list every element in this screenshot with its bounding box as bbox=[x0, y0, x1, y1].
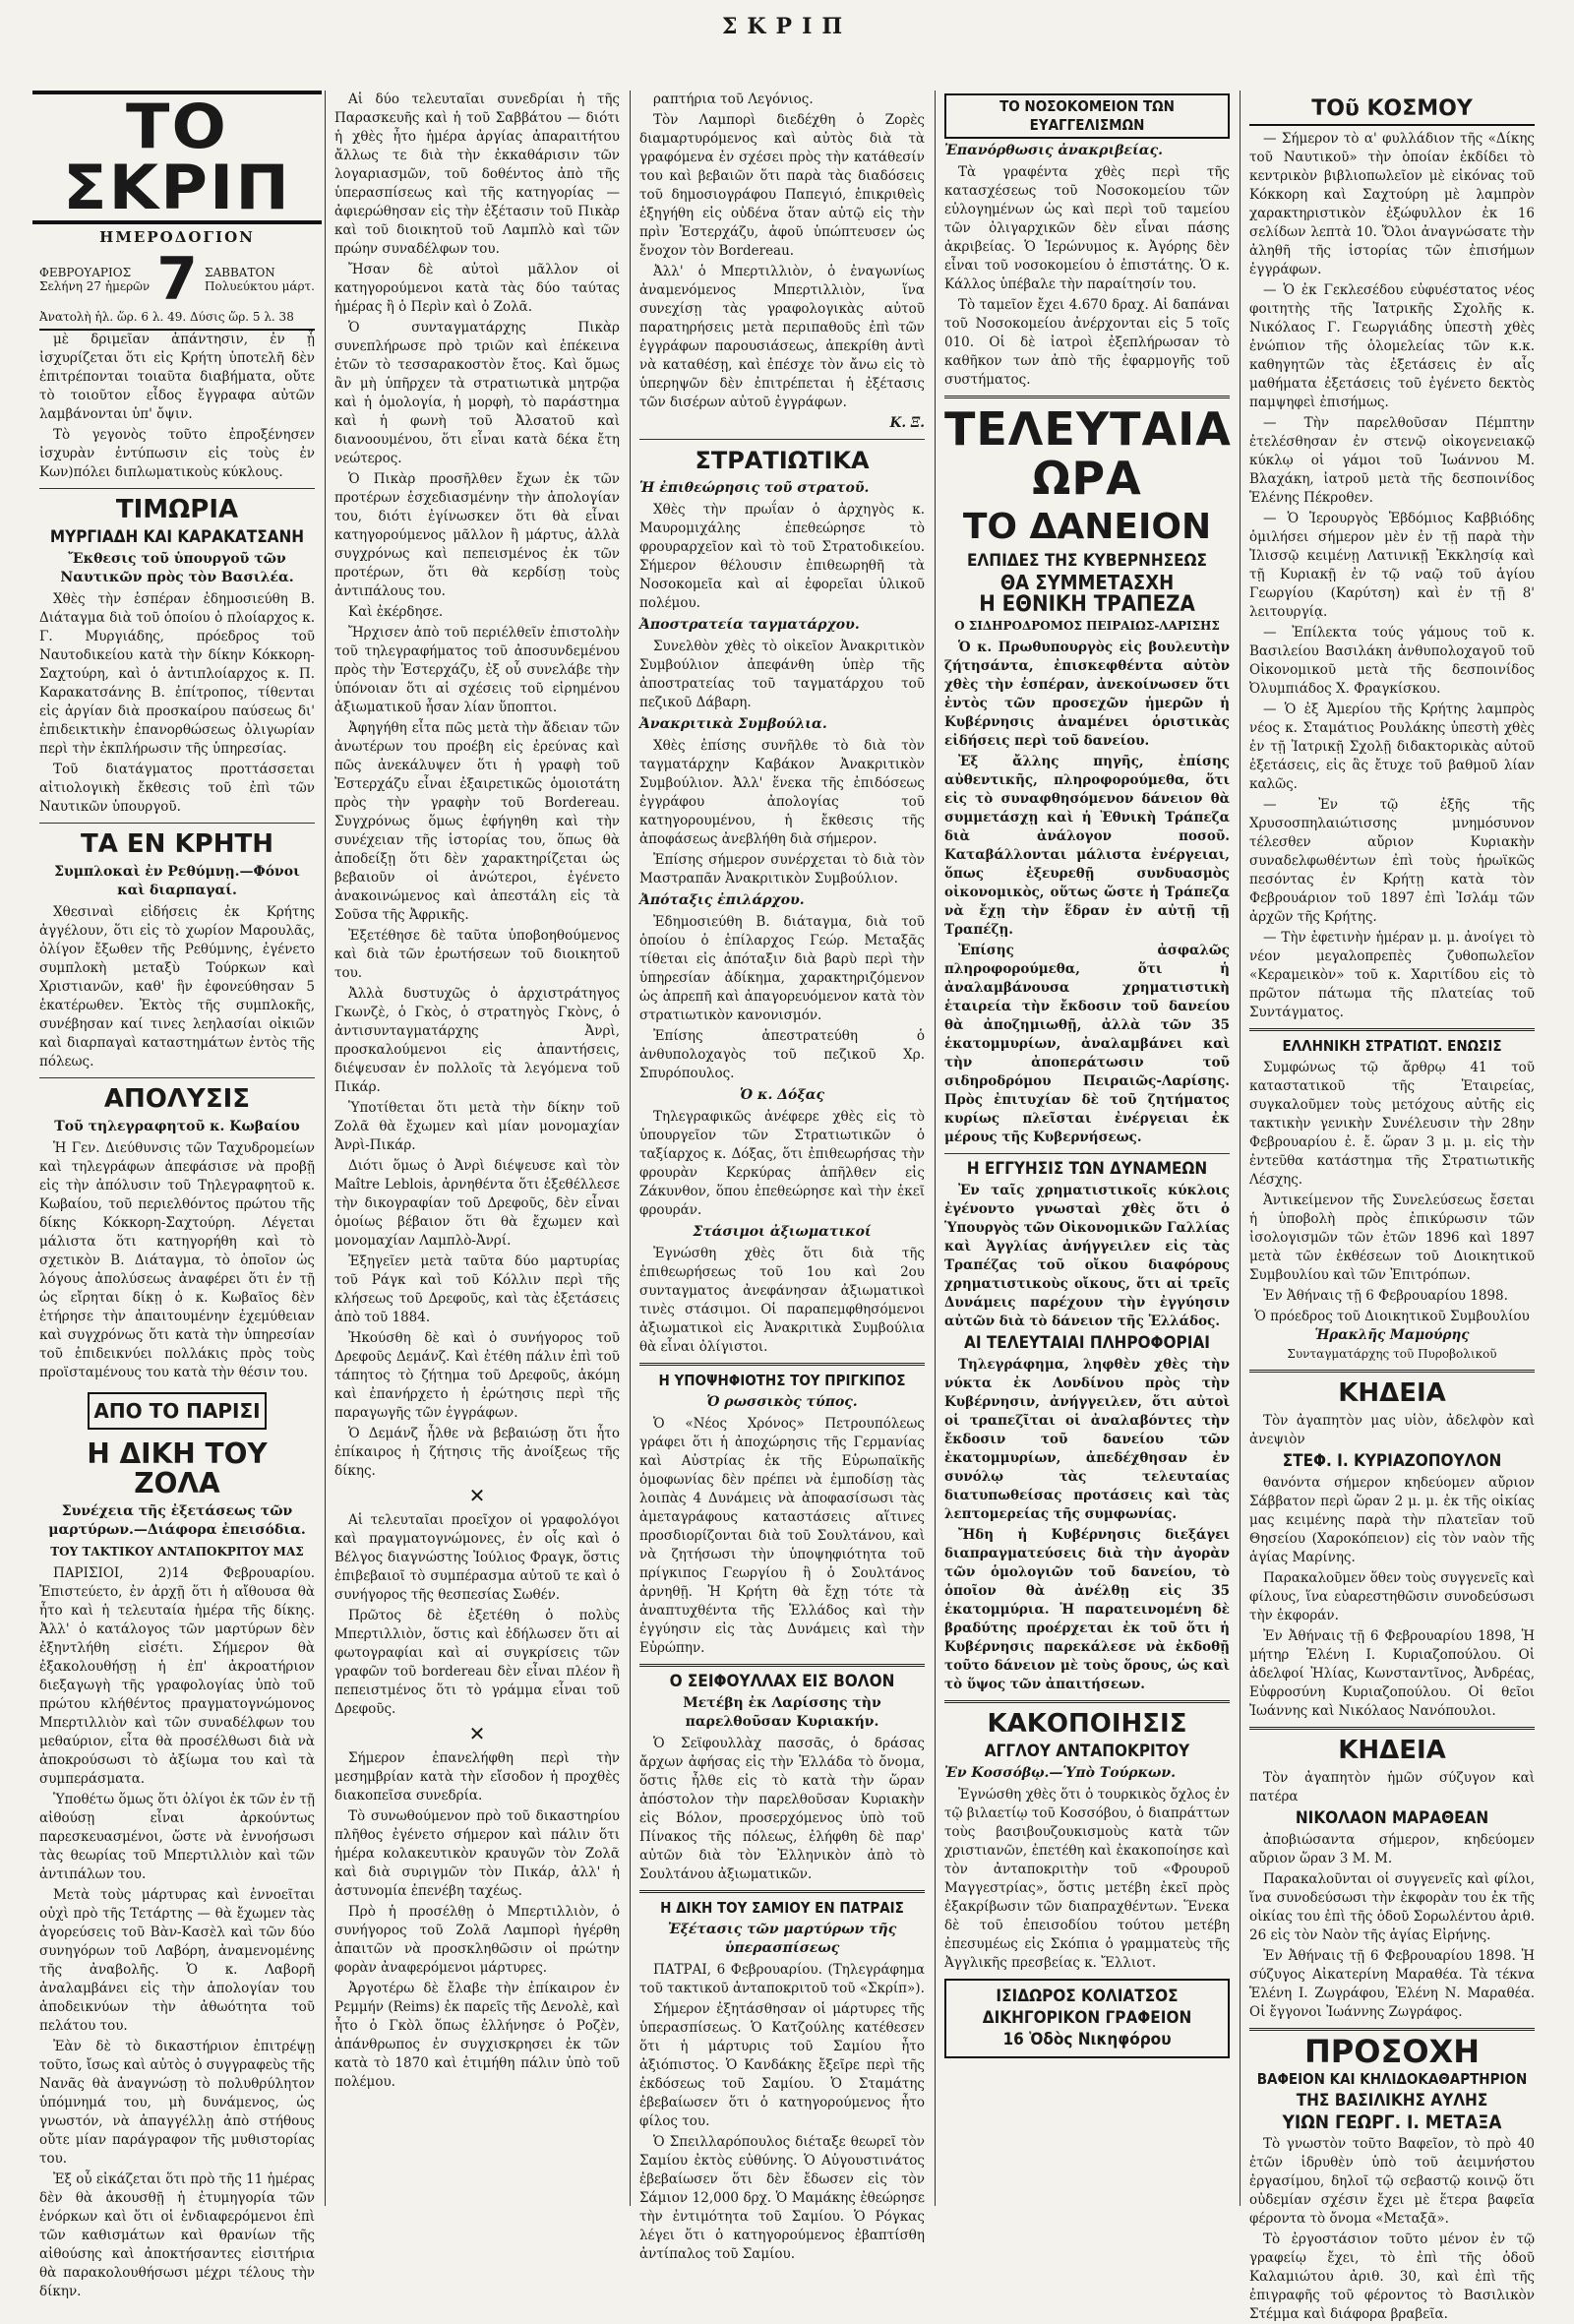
article-strat-4: Ἐδημοσιεύθη Β. διάταγμα, διὰ τοῦ ὁποίου ὁ ἐπίλαρχος Γεώρ. Μεταξᾶς τίθεται εἰς ἀπόταξιν διὰ βαρὺ περὶ τὴν ὑπηρεσίαν ἀδίκημα, χαρακτηριζόμενον ὡς ἀπρεπῆ καὶ ἀπαγορευόμενον κατὰ τὸν στρατιωτικὸν κανονισμόν. bbox=[639, 914, 925, 1023]
article-zola-cont-4: Ὁ Πικὰρ προσῆλθεν ἔχων ἐκ τῶν προτέρων ἐσχεδιασμένην τὴν ἀπολογίαν του, διότι ἐγίνωσκεν ὅτι θὰ εἶναι κατηγορούμενος μᾶλλον ἢ μάρτυς, ἀλλὰ συγχρόνως καὶ πεπεισμένος ἐκ τῶν προτέρων, ὅτι θὰ κερδίσῃ τοὺς ἀντιπάλους του. bbox=[334, 471, 620, 599]
headline-eggyisis: Η ΕΓΓΥΗΣΙΣ ΤΩΝ ΔΥΝΑΜΕΩΝ bbox=[966, 1159, 1208, 1179]
headline-stratiotika: ΣΤΡΑΤΙΩΤΙΚΑ bbox=[695, 447, 870, 474]
article-strat-3b: Ἐπίσης σήμερον συνέρχεται τὸ διὰ τὸν Μαστραπᾶν Ἀνακριτικὸν Συμβούλιον. bbox=[639, 852, 925, 887]
notice-enosis-1: Συμφώνως τῷ ἄρθρῳ 41 τοῦ καταστατικοῦ τῆς Ἑταιρείας, συγκαλοῦμεν τοὺς μετόχους αὐτῆς εἰς τακτικὴν γενικὴν Συνέλευσιν τὴν 28ην Φεβρουαρίου ἐ. ἔ. ὥραν 3 μ. μ. εἰς τὴν ἐντεῦθα κατάστημα τῆς Στρατιωτικῆς Λέσχης. bbox=[1249, 1060, 1535, 1188]
article-zola-4: Ἐὰν δὲ τὸ δικαστήριον ἐπιτρέψῃ τοῦτο, ἴσως καὶ αὐτὸς ὁ συγγραφεὺς τῆς Νανᾶς θὰ ἀναγνώσῃ τὸ πολυθρύλητον ὑπόμνημά του, μὴ δυνάμενος, ὡς γνωστόν, νὰ ἀπαγγέλλῃ ἀπὸ στήθους οὔτε μίαν παράγραφον τῆς μυθιστορίας του. bbox=[39, 2039, 315, 2167]
headline-timoria: ΤΙΜΩΡΙΑ bbox=[115, 495, 239, 524]
column-5 bbox=[1249, 91, 1535, 2322]
ad-vafeion-text-2: Τὸ ἐργοστάσιον τοῦτο μένον ἐν τῷ γραφείῳ ἔχει, τὸ ἐπὶ τῆς ὁδοῦ Καλαμιώτου ἀριθ. 30, καὶ ἐπὶ τῆς ἐπιγραφῆς τοῦ φέροντος τὸ Βασιλικὸν Στέμμα καὶ διάφορα βραβεῖα. bbox=[1249, 2232, 1535, 2322]
article-strat-3: Χθὲς ἐπίσης συνῆλθε τὸ διὰ τὸν ταγματάρχην Καβάκον Ἀνακριτικὸν Συμβούλιον. Ἀλλ' ἕνεκα τῆς ἐπιδόσεως ἐγγράφου ἀπολογίας τοῦ κατηγορουμένου, ἡ ἔκθεσις τῆς ἀποφάσεως ἀνεβλήθη διὰ σήμερον. bbox=[639, 738, 925, 847]
divider bbox=[1249, 1370, 1535, 1373]
article-seifoullah: Ὁ Σεϊφουλλὰχ πασσᾶς, ὁ δράσας ἄρχων ἀφήσας εἰς τὴν Ἑλλάδα τὸ ὄνομα, ὅστις ἦλθε εἰς τὸ κατὰ τὴν ὥραν ἀπόστολον τὴν παρελθοῦσαν Κυριακὴν εἰς Βόλον, προσερχόμενος ὑπὸ τοῦ Πίνακος τῆς πόλεως, ἐλήφθη δὲ παρ' αὐτῶν διὰ τὸν Ἑλληνικὸν ἀπὸ τὸ Σουλτάνου ἀξιωματικῶν. bbox=[639, 1736, 925, 1882]
article-zola-cont-2: Ἤσαν δὲ αὐτοὶ μᾶλλον οἱ κατηγορούμενοι κατὰ τὰς δύο ταύτας ἡμέρας ἢ ὁ Περὶν καὶ ὁ Ζολᾶ. bbox=[334, 262, 620, 315]
article-zola-cont-3: Ὁ συνταγματάρχης Πικὰρ συνεπλήρωσε πρὸ τριῶν καὶ ἐπέκεινα ἐτῶν τὸ τεσσαρακοστὸν ἔτος. Καὶ ὅμως ἂν μὴ ὑπῆρχεν τὰ στρατιωτικὰ μητρῷα καὶ ἡ ὁμολογία, ἡ μορφὴ, τὸ παράστημα καὶ ἡ φωνὴ τοῦ Ἀλσατοῦ καὶ διανοουμένου, ὅτι εἶναι κατὰ δέκα ἔτη νεώτερος. bbox=[334, 320, 620, 466]
article-strat-5: Τηλεγραφικῶς ἀνέφερε χθὲς εἰς τὸ ὑπουργεῖον τῶν Στρατιωτικῶν ὁ ταξίαρχος κ. Δόξας, ὅτι ἐπιθεωρήσας τὴν φρουρὰν Κερκύρας ἀπῆλθεν εἰς Ζάκυνθον, ὅπου ἐπεθεώρησε καὶ τὴν ἐκεῖ φρουράν. bbox=[639, 1109, 925, 1218]
divider bbox=[639, 1664, 925, 1667]
article-teleftaiai-2: Ἤδη ἡ Κυβέρνησις διεξάγει διαπραγματεύσεις διὰ τὴν ἀγορὰν τῶν ὁμολογιῶν τοῦ δανείου, τὸ ὁποῖον θὰ ἀνέλθῃ εἰς 35 ἑκατομμύρια. Ἡ παρατεινομένη δὲ βραδύτης προέρχεται ἐκ τοῦ ὅτι ἡ Κυβέρνησις παρεκάλεσε νὰ ἐκδοθῇ τοῦτο δάνειον μὲ τοὺς ὅρους, ὡς καὶ τὸ ὕψος τῶν ἀπαιτήσεων. bbox=[944, 1527, 1230, 1692]
article-zola-cont-20: Ἀργοτέρω δὲ ἔλαβε τὴν ἐπίκαιρον ἐν Ρεμμήν (Reims) ἐκ παρεῖς τῆς Δενολὲ, καὶ ἦτο ὁ Γκὸλ ὅπως ἑλλήνησε ὁ Ροζὲν, ἀπάνθρωπος ἐν συγχισκρησει ἐκ τῶν κατὰ τὸ 1870 καὶ ἐτιμήθη πάλιν ὑπὸ τοῦ πολέμου. bbox=[334, 1981, 620, 2090]
article-strat-6: Ἐγνώσθη χθὲς ὅτι διὰ τῆς ἐπιθεωρήσεως τοῦ 1ου καὶ 2ου συνταγματος ἀνεφάνησαν ἀξιωματικοὶ τινὲς στάσιμοι. Οἱ παραπεμφθησόμενοι ἀξιωματικοὶ εἰς Ἀνακριτικὰ Συμβούλια θὰ εἶναι ὀλίγιστοι. bbox=[639, 1246, 925, 1355]
headline-kideia-1: ΚΗΔΕΙΑ bbox=[1338, 1378, 1446, 1408]
notice-enosis-4: Ὁ πρόεδρος τοῦ Διοικητικοῦ Συμβουλίου bbox=[1254, 1309, 1530, 1324]
divider bbox=[639, 1890, 925, 1893]
article-zola-cont-19: Πρὸ ἡ προσέλθῃ ὁ Μπερτιλλιὸν, ὁ συνήγορος τοῦ Ζολᾶ Λαμπορὶ ἠγέρθη ἀπαιτῶν νὰ προσκληθῶσιν οἱ πρώτην φορὰν ἀναφερόμενοι μάρτυρες. bbox=[334, 1904, 620, 1976]
article-zola-cont-15: Αἱ τελευταῖαι προεῖχον οἱ γραφολόγοι καὶ πραγματογνώμονες, ἐν οἷς καὶ ὁ Βέλγος διαγνώστης Ἰούλιος Φραγκ, ὅστις ἐπιβεβαιοῖ τὸ συμπέρασμα αὐτοῦ τε καὶ ὁ συνήγορος τῆς θεσπεσίας Σωθέν. bbox=[334, 1512, 620, 1603]
subheadline-nosokomeion: Ἐπανόρθωσις ἀνακριβείας. bbox=[944, 143, 1163, 158]
article-kakopoiisis: Ἐγνώσθη χθὲς ὅτι ὁ τουρκικὸς ὄχλος ἐν τῷ βιλαετίῳ τοῦ Κοσσόβου, ὁ διαπράττων τοὺς βασιβουζουκισμοὺς κατὰ τῶν χριστιανῶν, ἐπετέθη καὶ ἐκακοποίησε καὶ τὸν ἀνταποκριτὴν τοῦ «Φρουροῦ Μαγγεστρίας», ὅστις μετέβη ἐκεῖ πρὸς ἐξακρίβωσιν τῶν διαπραχθέντων. Ἕνεκα δὲ τοῦ ἐπεισοδίου τούτου μετέβη ἐπεσυμέως εἰς Σκόπια ὁ γραμματεὺς τῆς Ἀγγλικῆς πρεσβείας κ. Ἔλλιοτ. bbox=[944, 1787, 1230, 1971]
advertisement-koliatsos bbox=[944, 1979, 1230, 2058]
article-daneion-1: Ὁ κ. Πρωθυπουργὸς εἰς βουλευτὴν ζήτησάντα, ἐπισκεφθέντα αὐτὸν χθὲς τὴν ἑσπέραν, ἀνεκοίνωσεν ὅτι ἐντὸς τῶν προσεχῶν ἡμερῶν ἡ Κυβέρνησις ἀναμένει ὁριστικὰς εἰδήσεις περὶ τοῦ δανείου. bbox=[944, 640, 1230, 749]
article-prigkipos: Ὁ «Νέος Χρόνος» Πετρουπόλεως γράφει ὅτι ἡ ἀποχώρησις τῆς Γερμανίας καὶ Αὐστρίας ἐκ τῆς Εὐρωπαϊκῆς ὁμοφωνίας δὲν πρέπει νὰ ἐμποδίσῃ τὰς λοιπὰς 4 Δυνάμεις νὰ ἀποφασίσωσι τὰς ἀμεταγράφους καταστάσεις αἵτινες προσδιορίζονται διὰ τοῦ Σουλτάνου, καὶ νὰ ζητήσωσι τὴν ὑποψηφιότητα τοῦ πρίγκιπος Γεωργίου ἢ ὁ Σουλτάνος ἀρνηθῇ. Ἡ Κρήτη θὰ ἔχῃ τότε τὰ ἀναπτυχθέντα τῆς Ἑλλάδος καὶ τὴν ἐγγύησιν εἰς τὰς Δυνάμεις καὶ τὴν Εὐρώπην. bbox=[639, 1416, 925, 1656]
headline-daneion: ΤΟ ΔΑΝΕΙΟΝ bbox=[962, 507, 1212, 547]
ad-vafeion-3: ΥΙΩΝ ΓΕΩΡΓ. Ι. ΜΕΤΑΞΑ bbox=[1282, 2111, 1502, 2133]
funeral-1-name: ΣΤΕΦ. Ι. ΚΥΡΙΑΖΟΠΟΥΛΟΝ bbox=[1282, 1451, 1502, 1471]
notice-enosis-3: Ἐν Ἀθήναις τῇ 6 Φεβρουαρίου 1898. bbox=[1263, 1288, 1508, 1304]
divider bbox=[1249, 1727, 1535, 1730]
article-zola-cont-1: Αἱ δύο τελευταῖαι συνεδρίαι ἡ τῆς Παρασκευῆς καὶ ἡ τοῦ Σαββάτου — διότι ἡ χθὲς ἦτο ἡμέρα ἀργίας ἀπαραιτήτου ἄλλως τε διὰ τὴν ἐκκαθάρισιν τῶν λογαριασμῶν, τοῦ δοθέντος ἀπὸ τῆς ὑπερασπίσεως καὶ τῆς κατηγορίας — ἀφιερώθησαν εἰς τὴν ἐξέτασιν τοῦ Πικὰρ καὶ τοῦ διοικητοῦ τοῦ Λαμπλὸ καὶ τῶν πρώην συναδέλφων του. bbox=[334, 92, 620, 257]
article-nosokomeion-2: Τὸ ταμεῖον ἔχει 4.670 δραχ. Αἱ δαπάναι τοῦ Νοσοκομείου ἀνέρχονται εἰς 5 τοῖς 010. Οἱ δὲ ἰατροὶ ἐξεπλήρωσαν τὸ καθῆκον των ἀπὸ τῆς ἐφαρμογῆς τοῦ συστήματος. bbox=[944, 297, 1230, 388]
date-month: ΦΕΒΡΟΥΑΡΙΟΣ bbox=[39, 266, 132, 279]
subheadline-strat-3: Ἀνακριτικὰ Συμβούλια. bbox=[639, 716, 827, 732]
subheadline-seifoullah: Μετέβη ἐκ Λαρίσσης τὴν παρελθοῦσαν Κυριακήν. bbox=[683, 1695, 881, 1730]
funeral-2-intro: Τὸν ἀγαπητὸν ἡμῶν σύζυγον καὶ πατέρα bbox=[1249, 1770, 1535, 1804]
headline-zola: Η ΔΙΚΗ ΤΟΥ ΖΟΛΑ bbox=[87, 1437, 268, 1499]
divider bbox=[944, 1700, 1230, 1703]
headline-kideia-2: ΚΗΔΕΙΑ bbox=[1338, 1736, 1446, 1765]
date-weekday: ΣΑΒΒΑΤΟΝ bbox=[205, 266, 275, 279]
article-daneion-3: Ἐπίσης ἀσφαλῶς πληροφορούμεθα, ὅτι ἡ ἀναλαμβάνουσα χρηματιστικὴ ἑταιρεία τὴν ἔκδοσιν τοῦ δανείου θὰ ἀποζημιωθῇ, ἀλλὰ τῶν 35 ἑκατομμυρίων, ἀναλαμβάνει καὶ τὴν ἀποπεράτωσιν τοῦ σιδηροδρόμου Πειραιῶς-Λαρίσης. Πρὸς ἐπιτυχίαν δὲ τοῦ ζητήματος κυρίως πλεῖσται ἐνέργειαι ἐκ μέρους τῆς Κυβερνήσεως. bbox=[944, 943, 1230, 1145]
notice-enosis-2: Ἀντικείμενον τῆς Συνελεύσεως ἔσεται ἡ ὑποβολὴ πρὸς ἐπικύρωσιν τῶν ἰσολογισμῶν τῶν ἐτῶν 1896 καὶ 1897 μετὰ τῶν ἐκθέσεων τοῦ Διοικητικοῦ Συμβουλίου καὶ τῶν Ἐπιτρόπων. bbox=[1249, 1193, 1535, 1283]
subheadline-krete: Συμπλοκαὶ ἐν Ρεθύμνῃ.—Φόνοι καὶ διαρπαγαί. bbox=[54, 864, 300, 898]
social-item-3: — Τὴν παρελθοῦσαν Πέμπτην ἐτελέσθησαν ἐν στενῷ οἰκογενειακῷ κύκλῳ οἱ γάμοι τοῦ Ἰωάννου Μ. Βλαχάκη, ἰατροῦ μετὰ τῆς δεσποινίδος Ἑλένης Πέκροθεν. bbox=[1249, 415, 1535, 506]
subheadline-strat-5: Ὁ κ. Δόξας bbox=[740, 1087, 824, 1103]
article-daneion-2: Ἐξ ἄλλης πηγῆς, ἐπίσης αὐθεντικῆς, πληροφορούμεθα, ὅτι εἰς τὸ συναφθησόμενον δάνειον θὰ συμμετάσχῃ καὶ ἡ Ἐθνικὴ Τράπεζα διὰ ἀνάλογον ποσοῦ. Καταβάλλονται μάλιστα ἐνέργειαι, ὅπως ἐξευρεθῇ συνδυασμὸς οἰκονομικὸς, οὕτως ὥστε ἡ Τράπεζα νὰ ἔχῃ τὴν ἕδραν ἐν αὐτῇ τῇ Τραπέζῃ. bbox=[944, 754, 1230, 938]
divider bbox=[639, 1363, 925, 1366]
headline-elpides: ΕΛΠΙΔΕΣ ΤΗΣ ΚΥΒΕΡΝΗΣΕΩΣ bbox=[966, 551, 1208, 571]
article-zola-cont-7: Ἀφηγήθη εἶτα πῶς μετὰ τὴν ἄδειαν τῶν ἀνωτέρων του προέβη εἰς ἐρεύνας καὶ πῶς ἀνεκάλυψεν ὅτι ἡ γραφὴ τοῦ Ἐστερχάζυ εἶναι ἐξαιρετικῶς ὁμοιοτάτη πρὸς τὴν γραφὴν τοῦ Bordereau. Συγχρόνως ὅμως ἐφήγηθη καὶ τὴν συνέχειαν τῆς ἱστορίας του, ὅπως θὰ ἀποδείξῃ ὅτι δὲν χαρακτηρίζεται ὡς βεβαιοῦν οἱ ἀνώτεροι, ἐγένετο ἀνακοινώμενος καὶ ἀπεστάλη εἰς τὰ Σοῦσα τῆς Ἀφρικῆς. bbox=[334, 720, 620, 923]
column-rule bbox=[935, 91, 936, 2206]
headline-teleftaia-ora: ΤΕΛΕΥΤΑΙΑ ΩΡΑ bbox=[944, 402, 1232, 505]
article-zola-2: Ὑποθέτω ὅμως ὅτι ὀλίγοι ἐκ τῶν ἐν τῇ αἰθούσῃ εἶναι ἀρκούντως παρεσκευασμένοι, ὥστε νὰ ἐννοήσωσι τὰς θεωρίας τοῦ Μπερτιλλιὸν καὶ τῶν ἀντιπάλων του. bbox=[39, 1792, 315, 1882]
article-zola-cont-12: Ἐξηγεῖεν μετὰ ταῦτα δύο μαρτυρίας τοῦ Ράγκ καὶ τοῦ Κόλλιν περὶ τῆς κλήσεως τοῦ Δρεφοῦς, καὶ τὰς ἐξετάσεις ἀπὸ τοῦ 1884. bbox=[334, 1254, 620, 1325]
article-zola-cont-11: Διότι ὅμως ὁ Ἀνρὶ διέψευσε καὶ τὸν Maître Leblois, ἀρνηθέντα ὅτι ἐξεθέλλεσε τὴν δικογραφίαν τοῦ Δρεφοῦς, δὲν εἶναι ὁμοίως βέβαιον ὅτι θὰ ἔχωμεν καὶ μονομαχίαν Λαμπλὸ-Ἀνρί. bbox=[334, 1158, 620, 1249]
headline-ethniki-trapeza: Η ΕΘΝΙΚΗ ΤΡΑΠΕΖΑ bbox=[979, 592, 1195, 617]
column-3 bbox=[639, 91, 925, 2262]
divider bbox=[39, 823, 315, 824]
funeral-2-text-2: Παρακαλοῦνται οἱ συγγενεῖς καὶ φίλοι, ἵνα συνοδεύσωσι τὴν ἐκφορὰν του ἐκ τῆς οἰκίας του ἐπὶ τῆς ὁδοῦ Σορωλέντου ἀριθ. 26 εἰς τὸν Ναὸν τῆς ἁγίας Εἰρήνης. bbox=[1249, 1871, 1535, 1943]
article-samiou-3: Ὁ Σπειλλαρόπουλος διέταξε θεωρεῖ τὸν Σαμίου ἐκτὸς εὐθύνης. Ὁ Αὐγουστινάτος ἐβεβαίωσεν ὅτι δὲν ἔδωσεν εἰς τὸν Σάμιον 12,000 δρχ. Ὁ Μαμάκης ἐθεώρησε τὴν ἐντιμότητα τοῦ Σαμίου. Ὁ Ρόγκας λέγει ὅτι ὁ κατηγορούμενος ἐβαπτίσθη ἀντίπαλος τοῦ Σαμίου. bbox=[639, 2134, 925, 2262]
headline-anglou: ΑΓΓΛΟΥ ΑΝΤΑΠΟΚΡΙΤΟΥ bbox=[984, 1742, 1190, 1761]
dateline bbox=[39, 245, 315, 314]
correspondent-line: ΤΟΥ ΤΑΚΤΙΚΟΥ ΑΝΤΑΠΟΚΡΙΤΟΥ ΜΑΣ bbox=[50, 1545, 304, 1559]
column-rule bbox=[1240, 91, 1241, 2206]
subheadline-strat-4: Ἀπόταξις ἐπιλάρχου. bbox=[639, 892, 805, 908]
article-intro-2: Τὸ γεγονὸς τοῦτο ἐπροξένησεν ἰσχυρὰν ἐντύπωσιν εἰς τοὺς ἐν Κων)πόλει διπλωματικοὺς κύκλους. bbox=[39, 427, 315, 480]
column-rule bbox=[630, 91, 631, 2206]
article-zola-3: Μετὰ τοὺς μάρτυρας καὶ ἐννοεῖται οὐχὶ πρὸ τῆς Τετάρτης — θὰ ἔχωμεν τὰς ἀγορεύσεις τοῦ Βὰν-Κασὲλ καὶ τῶν δύο συνηγόρων τοῦ Λαβόρη, ἀναμενομένης τῆς ἀναβολῆς. Ὁ κ. Λαβορῆ ἀναλαμβάνει εἰς τὴν ἀπολογίαν του ἀποδεικνύων τὴν ἀθωότητα τοῦ πελάτου του. bbox=[39, 1887, 315, 2034]
date-saint: Πολυεύκτου μάρτ. bbox=[205, 279, 315, 293]
article-zola-cont-13: Ἠκούσθη δὲ καὶ ὁ συνήγορος τοῦ Δρεφοῦς Δεμάνζ. Καὶ ἐτέθη πάλιν ἐπὶ τοῦ τάπητος τὸ ζήτημα τοῦ Δρεφοῦς, ἀκόμη καὶ ἐπανήρχετο ἡ ἐρώτησις περὶ τῆς παραγωγῆς τῶν ἐγγράφων. bbox=[334, 1330, 620, 1421]
funeral-2-text: ἀποβιώσαντα σήμερον, κηδεύομεν αὔριον ὥραν 3 Μ. Μ. bbox=[1249, 1832, 1535, 1866]
headline-prosoxi: ΠΡΟΣΟΧΗ bbox=[1304, 2033, 1480, 2070]
ad-office: ΔΙΚΗΓΟΡΙΚΟΝ ΓΡΑΦΕΙΟΝ bbox=[982, 2008, 1192, 2028]
date-number: 7 bbox=[156, 245, 198, 314]
headline-teleftaiai: ΑΙ ΤΕΛΕΥΤΑΙΑΙ ΠΛΗΡΟΦΟΡΙΑΙ bbox=[964, 1333, 1210, 1353]
funeral-1-intro: Τὸν ἀγαπητὸν μας υἱὸν, ἀδελφὸν καὶ ἀνεψιὸν bbox=[1249, 1413, 1535, 1447]
newspaper-page bbox=[39, 14, 1535, 2322]
ad-vafeion-2: ΤΗΣ ΒΑΣΙΛΙΚΗΣ ΑΥΛΗΣ bbox=[1296, 2091, 1488, 2110]
divider bbox=[944, 1153, 1230, 1154]
headline-timoria-names: ΜΥΡΓΙΑΔΗ ΚΑΙ ΚΑΡΑΚΑΤΣΑΝΗ bbox=[49, 527, 305, 547]
article-zola-cont-16: Πρῶτος δὲ ἐξετέθη ὁ πολὺς Μπερτιλλιὸν, ὅστις καὶ ἐδήλωσεν ὅτι αἱ φωτογραφίαι καὶ αἱ συγκρίσεις τῶν γραφῶν τοῦ bordereau δὲν εἶναι πλέον ἢ πεπειστμένος ὅτι τὸ γράμμα εἶναι τοῦ Δρεφοῦς. bbox=[334, 1608, 620, 1717]
article-zola-end-3: Ἀλλ' ὁ Μπερτιλλιὸν, ὁ ἐναγωνίως ἀναμενόμενος Μπερτιλλιὸν, ἵνα συνεχίσῃ τὰς γραφολογικὰς αὐτοῦ παρατηρήσεις μετὰ περιπαθοῦς ἐπὶ τῶν ἐγγράφων παρουσιάσεως, ἀπεκρίθη ἀντὶ νὰ καταθέσῃ, καὶ ἐπέσχε τὸν ἄνω εἰς τὸ ὑπερηψῶν δὲν ἐπιτρέπεται ἡ ἐξέτασις τῶν δισέρων αὐτοῦ ἐγγράφων. bbox=[639, 264, 925, 410]
column-rule bbox=[325, 91, 326, 2206]
article-strat-4b: Ἐπίσης ἀπεστρατεύθη ὁ ἀνθυπολοχαγὸς τοῦ πεζικοῦ Χρ. Σπυρόπουλος. bbox=[639, 1028, 925, 1081]
column-1 bbox=[39, 91, 315, 2299]
article-samiou-1: ΠΑΤΡΑΙ, 6 Φεβρουαρίου. (Τηλεγράφημα τοῦ τακτικοῦ ἀνταποκριτοῦ τοῦ «Σκρίπ»). bbox=[639, 1962, 925, 1996]
article-zola-1: ΠΑΡΙΣΙΟΙ, 2)14 Φεβρουαρίου. Ἐπιστεύετο, ἐν ἀρχῇ ὅτι ἡ αἴθουσα θὰ ἦτο καὶ ἡ τελευταία ἡμέρα τῆς δίκης. Ἀλλ' ὁ κατάλογος τῶν μαρτύρων δὲν ἐξηντλήθη εἰσέτι. Σήμερον θὰ ἐξακολουθήσῃ ἡ ἐπ' ἀκροατήριον διεξαγωγὴ τῆς γραφολογίας ὑπὸ τοῦ πρώτου κλήθέντος πραγματογνώμονος Μπερτιλλιὸν καὶ τῶν συναδέλφων του μεθαύριον, εἶτα θὰ προσέλθωσι διὰ νὰ ἀποκρούσωσι τὸ ἀξίωμα του καὶ τὰ συμπεράσματα. bbox=[39, 1565, 315, 1787]
masthead-subtitle: ΗΜΕΡΟΔΟΓΙΟΝ bbox=[99, 228, 255, 246]
article-krete: Χθεσιναὶ εἰδήσεις ἐκ Κρήτης ἀγγέλουν, ὅτι εἰς τὸ χωρίον Μαρουλᾶς, ὀλίγον ἔξωθεν τῆς Ρεθύμνης, ἐγένετο συμπλοκὴ μεταξὺ Τούρκων καὶ Χριστιανῶν, καθ' ἣν ἐφονεύθησαν 5 ἑκατέρωθεν. Ἐκτὸς τῆς συμπλοκῆς, συνέβησαν καί τινες λεηλασίαι οἰκιῶν καὶ διαρπαγαὶ καταστημάτων ἐντὸς τῆς πόλεως. bbox=[39, 904, 315, 1070]
article-eggyisis: Ἐν ταῖς χρηματιστικοῖς κύκλοις ἐγένοντο γνωσταὶ χθὲς ὅτι ὁ Ὑπουργὸς τῶν Οἰκονομικῶν Γαλλίας καὶ Ἀγγλίας ἀνήγγειλεν εἰς τὰς Τραπέζας τοῦ οἴκου διαφόρους χρηματιστικοὺς οἴκους, ὅτι αἱ τρεῖς Δυνάμεις παρέχουν τὴν ἐγγύησιν αὐτῶν διὰ τὸ δάνειον τῆς Ἑλλάδος. bbox=[944, 1183, 1230, 1329]
article-zola-end-1: ραπτήρια τοῦ Λεγόνιος. bbox=[653, 92, 814, 107]
divider bbox=[1249, 1028, 1535, 1031]
article-zola-cont-14: Ὁ Δεμάνζ ἦλθε νὰ βεβαιώσῃ ὅτι ἦτο ἐπίκαιρος ἡ ζήτησις τῆς ἀνοίξεως τῆς δίκης. bbox=[334, 1426, 620, 1479]
running-head: ΣΚΡΙΠ bbox=[721, 14, 853, 39]
social-item-4: — Ὁ Ἱερουργὸς Ἑβδόμιος Καββιόδης ὁμιλήσει σήμερον μὲν ἐν τῇ παρὰ τὴν Ἰλισσῷ κειμένῃ Λατινικῇ Ἐκκλησίᾳ καὶ τῇ Κυριακῇ ἐν τῷ ναῷ τοῦ ἁγίου Γεωργίου (Καρύτση) καὶ ἐν τῇ 8' λειτουργίᾳ. bbox=[1249, 511, 1535, 620]
subheadline-strat-6: Στάσιμοι ἀξιωματικοί bbox=[693, 1224, 872, 1240]
ad-vafeion: ΒΑΦΕΙΟΝ ΚΑΙ ΚΗΛΙΔΟΚΑΘΑΡΤΗΡΙΟΝ bbox=[1256, 2070, 1528, 2088]
funeral-1-text-2: Παρακαλοῦμεν ὅθεν τοὺς συγγενεῖς καὶ φίλους, ἵνα εὐαρεστηθῶσιν συνοδεύσωσι τὴν ἐκφοράν. bbox=[1249, 1570, 1535, 1623]
funeral-2-signers: Ἐν Ἀθήναις τῇ 6 Φεβρουαρίου 1898. Ἡ σύζυγος Αἰκατερίνη Μαραθέα. Τὰ τέκνα Ἑλένη Ι. Ζωγράφου, Ἑλένη Ν. Μαραθέα. Οἱ ἔγγονοι Ἰωάννης Ζωγράφος. bbox=[1249, 1948, 1535, 2020]
divider bbox=[944, 396, 1230, 398]
signature: Κ. Ξ. bbox=[889, 415, 925, 431]
article-strat-1: Χθὲς τὴν πρωΐαν ὁ ἀρχηγὸς κ. Μαυρομιχάλης ἐπεθεώρησε τὸ φρουραρχεῖον καὶ τὸ τοῦ Στρατοδικείου. Σήμερον θέλουσιν ἐπιθεωρηθῆ τὰ Νοσοκομεῖα καὶ αἱ ἐφορεῖαι ὑλικοῦ πολέμου. bbox=[639, 502, 925, 611]
article-zola-cont-18: Τὸ συνωθούμενον πρὸ τοῦ δικαστηρίου πλῆθος ἐγένετο σήμερον καὶ πάλιν ὅτι ἡμέρα κολακευτικὸν κραυγῶν τὸν Ζολᾶ καὶ διὰ συριγμῶν τὸν Πικάρ, ἀλλ' ἡ ἀστυνομία ἐπενέβη ταχέως. bbox=[334, 1808, 620, 1899]
social-item-6: — Ὁ ἐξ Ἀμερίου τῆς Κρήτης λαμπρὸς νέος κ. Σταμάτιος Ρουλάκης ὑπεστὴ χθὲς ἐν τῇ Ἰατρικῇ Σχολῇ διδακτορικὰς αὐτοῦ ἐξετάσεις, εἰς ἃς ἔτυχε τοῦ βαθμοῦ λίαν καλῶς. bbox=[1249, 702, 1535, 792]
headline-stratiotiki-enosis: ΕΛΛΗΝΙΚΗ ΣΤΡΑΤΙΩΤ. ΕΝΩΣΙΣ bbox=[1282, 1037, 1502, 1055]
subheadline-prigkipos: Ὁ ρωσσικὸς τύπος. bbox=[706, 1394, 858, 1410]
article-zola-cont-6: Ἤρχισεν ἀπὸ τοῦ περιέλθεῖν ἐπιστολὴν τοῦ τηλεγραφήματος τοῦ ἀποσυνδεμένου πρὸς τὴν Ἐστερχάζυ, ἐξ οὗ συνελάβε τὴν ὑπόνοιαν ὅτι αἱ σχέσεις τοῦ εἰρημένου ἀξιωματικοῦ ἦσαν λίαν ὕποπτοι. bbox=[334, 625, 620, 715]
article-zola-cont-17: Σήμερον ἐπανελήφθη περὶ τὴν μεσημβρίαν κατὰ τὴν εἴσοδον ἡ προχθὲς διακοπεῖσα συνεδρία. bbox=[334, 1750, 620, 1804]
sun-times: Ἀνατολὴ ἡλ. ὥρ. 6 λ. 49. Δύσις ὥρ. 5 λ. 38 bbox=[39, 308, 315, 331]
divider bbox=[639, 439, 925, 440]
signature-mamouris: Ἡρακλῆς Μαμούρης bbox=[1314, 1327, 1470, 1343]
social-item-5: — Ἐπίλεκτα τούς γάμους τοῦ κ. Βασιλείου Βασιλάκη ἀνθυπολοχαγοῦ τοῦ Οἰκονομικοῦ μετὰ τῆς δεσποινίδος Ὀλυμπιάδος Χ. Φραγκίσκου. bbox=[1249, 625, 1535, 697]
funeral-2-name: ΝΙΚΟΛΑΟΝ ΜΑΡΑΘΕΑΝ bbox=[1295, 1808, 1489, 1828]
article-samiou-2: Σήμερον ἐξητάσθησαν οἱ μάρτυρες τῆς ὑπερασπίσεως. Ὁ Κατζούλης κατέθεσεν ὅτι ἡ μάρτυρις τοῦ Σαμίου ἦτο ἀξιόπιστος. Ὁ Κανδάκης ἔξεῖρε περὶ τῆς ἐκδόσεως τοῦ Σαμίου. Ὁ Σταμάτης ἐβεβαίωσεν ὅτι ὁ κατηγορούμενος ἦτο φίλος του. bbox=[639, 2001, 925, 2129]
subheadline-strat-1: Ἡ ἐπιθεώρησις τοῦ στρατοῦ. bbox=[639, 480, 870, 496]
article-timoria: Χθὲς τὴν ἑσπέραν ἐδημοσιεύθη Β. Διάταγμα διὰ τοῦ ὁποίου ὁ πλοίαρχος κ. Γ. Μυργιάδης, πρόεδρος τοῦ Ναυτοδικείου κατὰ τὴν δίκην Κόκκορη-Σαχτούρη, καὶ ὁ ἀντιπλοίαρχος κ. Π. Καρακατσάνης Β. ἐπίτροπος, τίθενται εἰς ἀργίαν διὰ προσκαίρου παύσεως δι' ἐπιδεικτικὴν ἐπανορθώσεως ὀλιγωρίαν περὶ τὴν ἐκπλήρωσιν τῆς ὑπηρεσίας. bbox=[39, 591, 315, 757]
column-4 bbox=[944, 91, 1230, 2206]
article-zola-5: Ἐξ οὗ εἰκάζεται ὅτι πρὸ τῆς 11 ἡμέρας δὲν θὰ ἀκουσθῇ ἡ ἐτυμηγορία τῶν ἐνόρκων καὶ ὅτι οἱ ἐνδιαφερόμενοι ἐπὶ τῶν καθισμάτων καὶ θρανίων τῆς αἰθούσης καὶ ἀποκτήσαντες εἰσιτήρια θὰ παρακολουθήσωσι μέχρι τέλους τὴν δίκην. bbox=[39, 2171, 315, 2299]
divider bbox=[39, 488, 315, 489]
article-zola-end-2: Τὸν Λαμπορὶ διεδέχθη ὁ Ζορὲς διαμαρτυρόμενος καὶ αὐτὸς διὰ τὰ γραφόμενα ἐν σχέσει πρὸς τὴν κατάθεσίν του καὶ βεβαιῶν ὅτι παρὰ τὰς διαδόσεις τοῦ δημοσιογράφου Παπεγιό, ἐπικριθεὶς ἐξηγήθη εἰς οὐδένα ὅταν αὐτῷ εἰς τὴν πρὶν Ἐστερχάζυ, ἀφοῦ ὑπώπτευσεν ὡς ἔνοχον τὸν Bordereau. bbox=[639, 112, 925, 259]
headline-symmetasxi: ΘΑ ΣΥΜΜΕΤΑΣΧΗ bbox=[999, 571, 1175, 594]
box-apo-to-parisi: ΑΠΟ ΤΟ ΠΑΡΙΣΙ bbox=[88, 1392, 266, 1430]
headline-prigkipos: Η ΥΠΟΨΗΦΙΟΤΗΣ ΤΟΥ ΠΡΙΓΚΙΠΟΣ bbox=[658, 1372, 906, 1389]
headline-seifoullah: Ο ΣΕΙΦΟΥΛΛΑΧ ΕΙΣ ΒΟΛΟΝ bbox=[669, 1672, 895, 1691]
subheadline-apolysis: Τοῦ τηλεγραφητοῦ κ. Κωβαίου bbox=[54, 1119, 300, 1134]
column-2 bbox=[334, 91, 620, 2206]
divider bbox=[1249, 2028, 1535, 2031]
social-item-7: — Ἐν τῷ ἐξῆς τῆς Χρυσοσπηλαιώτισσης μνημόσυνον τέλεσθεν αὔριον Κυριακὴν συναδελφωθέντων ἐπὶ τοὺς ἡρωϊκῶς πεσόντας ἐν Κρήτῃ κατὰ τὸν Φεβρουάριον τοῦ 1897 ἐπὶ Ἰσλάμ τῶν ἀρχῶν τῆς Κρήτης. bbox=[1249, 797, 1535, 925]
section-separator: ✕ bbox=[468, 1722, 486, 1745]
subheadline-kakopoiisis: Ἐν Κοσσόβῳ.—Ὑπὸ Τούρκων. bbox=[944, 1765, 1176, 1781]
subheadline-strat-2: Ἀποστρατεία ταγματάρχου. bbox=[639, 617, 860, 633]
headline-nosokomeion: ΤΟ ΝΟΣΟΚΟΜΕΙΟΝ ΤΩΝ ΕΥΑΓΓΕΛΙΣΜΩΝ bbox=[944, 93, 1230, 139]
social-item-2: — Ὁ ἐκ Γεκλεσέδου εὐφυέστατος νέος φοιτητὴς τῆς Ἰατρικῆς Σχολῆς κ. Νικόλαος Γ. Γεωργιάδης ὑπεστὴ χθὲς ἐνώπιον τῆς ὁλομελείας τῶν κ.κ. καθηγητῶν τὰς ἐξετάσεις ἐν αἷς μαθήματα ἐξετάσεις τοῦ ἐγένετο δεκτὸς παμψηφεὶ ἐπισήμως. bbox=[1249, 282, 1535, 410]
subheadline-timoria: Ἔκθεσις τοῦ ὑπουργοῦ τῶν Ναυτικῶν πρὸς τὸν Βασιλέα. bbox=[60, 551, 294, 585]
divider bbox=[39, 1077, 315, 1078]
ad-name: ΙΣΙΔΩΡΟΣ ΚΟΛΙΑΤΣΟΣ bbox=[996, 1987, 1179, 2006]
ad-vafeion-text: Τὸ γνωστὸν τοῦτο Βαφεῖον, τὸ πρὸ 40 ἐτῶν ἱδρυθὲν ὑπὸ τοῦ ἀειμνήστου ἐργασίμου, δηλοῖ τῷ σεβαστῷ κοινῷ ὅτι οὐδεμίαν σχέσιν ἔχει μὲ ἕτερα βαφεῖα φέροντα τὸ ὄνομα «Μεταξᾶ». bbox=[1249, 2136, 1535, 2227]
headline-kosmou: ΤΟῦ ΚΟΣΜΟΥ bbox=[1249, 94, 1535, 126]
article-timoria-2: Τοῦ διατάγματος προττάσσεται αἰτιολογικὴ ἔκθεσις τοῦ ἐπὶ τῶν Ναυτικῶν ὑπουργοῦ. bbox=[39, 762, 315, 815]
article-zola-cont-8: Ἐξετέθησε δὲ ταῦτα ὑποβοηθούμενος καὶ διὰ τῶν ἐρωτήσεων τοῦ διοικητοῦ του. bbox=[334, 928, 620, 981]
funeral-1-signers: Ἐν Ἀθήναις τῇ 6 Φεβρουαρίου 1898, Ἡ μήτηρ Ἑλένη Ι. Κυριαζοπούλου. Οἱ ἀδελφοί Ἠλίας, Κωνσταντῖνος, Ἀνδρέας, Εὐφροσύνη Κυριαζοπούλου. Οἱ θεῖοι Ἰωάννης καὶ Νικόλαος Νανόπουλοι. bbox=[1249, 1628, 1535, 1719]
section-separator: ✕ bbox=[468, 1484, 486, 1507]
article-nosokomeion: Τὰ γραφέντα χθὲς περὶ τῆς κατασχέσεως τοῦ Νοσοκομείου τῶν εὐλογημένων ὡς καὶ περὶ τοῦ ταμείου τῶν ὀλιγαρχικῶν δὲν εἶναι πάσης ἀκριβείας. Ὁ Ἱερώνυμος κ. Ἀγόρης δὲν εἶναι τοῦ νοσοκομείου ὁ ἐπιστάτης. Ὁ κ. Κάλλος ὑπέβαλε τὴν παραίτησίν του. bbox=[944, 164, 1230, 292]
headline-kakopoiisis: ΚΑΚΟΠΟΙΗΣΙΣ bbox=[987, 1709, 1187, 1739]
headline-apolysis: ΑΠΟΛΥΣΙΣ bbox=[103, 1084, 251, 1114]
subheadline-samiou: Ἐξέτασις τῶν μαρτύρων τῆς ὑπερασπίσεως bbox=[667, 1922, 897, 1956]
article-teleftaiai-1: Τηλεγράφημα, ληφθὲν χθὲς τὴν νύκτα ἐκ Λονδίνου πρὸς τὴν Κυβέρνησιν, ἀνήγγειλεν, ὅτι αὐτοὶ οἱ τραπεζῖται οἱ ἀναλαβόντες τὴν ἔκδοσιν τοῦ δανείου τῶν ἐκατομμυρίων, ἀπεδέχθησαν ἐν συνόλῳ τὰς τελευταίας διατυπωθείσας προτάσεις καὶ τὰς λεπτομερείας τῆς συμφωνίας. bbox=[944, 1357, 1230, 1522]
article-zola-cont-10: Ὑποτίθεται ὅτι μετὰ τὴν δίκην τοῦ Ζολᾶ θὰ ἔχωμεν καὶ μίαν μονομαχίαν Ἀνρὶ-Πικάρ. bbox=[334, 1100, 620, 1153]
subheadline-zola: Συνέχεια τῆς ἐξετάσεως τῶν μαρτύρων.—Διάφορα ἐπεισόδια. bbox=[48, 1503, 306, 1538]
article-apolysis: Ἡ Γεν. Διεύθυνσις τῶν Ταχυδρομείων καὶ τηλεγράφων ἀπεφάσισε νὰ προβῇ εἰς τὴν ἀπόλυσιν τοῦ Τηλεγραφητοῦ κ. Κωβαίου, τοῦ περιελθόντος πρώτου τῆς δίκης Κόκκορη-Σαχτούρη. Λέγεται μάλιστα ὅτι κατηγορήθη καὶ τὸ σχετικὸν Β. Διάταγμα, τὸ ὁποῖον ὡς λόγους ἀπολύσεως ἀναφέρει ὅτι ἐν τῇ ὡς εἴρηται δίκῃ ὁ κ. Κωβαῖος δὲν ἐτήρησε τὴν ἀπαιτουμένην ἐχεμύθειαν καὶ συγχρόνως ὅτι κατὰ τὴν ὑπηρεσίαν τοῦ ἐπιδεικνύει πολλάκις πρὸς τοὺς προϊσταμένους του κατὰ τὴν θέσιν του. bbox=[39, 1140, 315, 1380]
headline-krete: ΤΑ ΕΝ ΚΡΗΤΗ bbox=[81, 829, 273, 859]
headline-sidirodromos: Ο ΣΙΔΗΡΟΔΡΟΜΟΣ ΠΕΙΡΑΙΩΣ-ΛΑΡΙΣΗΣ bbox=[954, 619, 1220, 633]
masthead: ΤΟ ΣΚΡΙΠ bbox=[32, 91, 322, 224]
article-strat-2: Συνελθὸν χθὲς τὸ οἰκεῖον Ἀνακριτικὸν Συμβούλιον ἀπεφάνθη ὑπὲρ τῆς ἀποστρατείας τοῦ ταγματάρχου τοῦ πεζικοῦ Δάβαρη. bbox=[639, 639, 925, 710]
article-intro: μὲ δριμεῖαν ἀπάντησιν, ἐν ᾗ ἰσχυρίζεται ὅτι εἰς Κρήτη ὑποτελῆ δὲν ἐπιτρέπονται τοιαῦτα διαβήματα, οὔτε τὸ τοιοῦτον εἶδος ἔγγραφα αὐτῶν λαμβάνονται ὑπ' ὄψιν. bbox=[39, 332, 315, 422]
headline-samiou: Η ΔΙΚΗ ΤΟΥ ΣΑΜΙΟΥ ΕΝ ΠΑΤΡΑΙΣ bbox=[660, 1899, 904, 1917]
article-zola-cont-9: Ἀλλὰ δυστυχῶς ὁ ἀρχιστράτηγος Γκωνζὲ, ὁ Γκὸς, ὁ στρατηγὸς Γκὸνς, ὁ ἀντισυνταγματάρχης Ἀνρὶ, προσκαλούμενοι εἰς ἀπαντήσεις, διέψευσαν ἐν πολλοῖς τὰ λεγόμενα τοῦ Πικάρ. bbox=[334, 986, 620, 1095]
signature-rank: Συνταγματάρχης τοῦ Πυροβολικοῦ bbox=[1287, 1347, 1497, 1361]
article-zola-cont-5: Καὶ ἐκέρδησε. bbox=[348, 604, 444, 620]
ad-address: 16 Ὁδὸς Νικηφόρου bbox=[1002, 2030, 1172, 2049]
social-item-8: — Τὴν ἐφετινὴν ἡμέραν μ. μ. ἀνοίγει τὸ νέον μεγαλοπρεπὲς ζυθοπωλεῖον «Κεραμεικὸν» τοῦ κ. Χαριτίδου εἰς τὸ πρῶτον πάτωμα τῆς πλατείας τοῦ Συντάγματος. bbox=[1249, 930, 1535, 1020]
date-moon: Σελήνη 27 ἡμερῶν bbox=[39, 279, 151, 293]
social-item-1: — Σήμερον τὸ α' φυλλάδιον τῆς «Δίκης τοῦ Ναυτικοῦ» τὴν ὁποίαν ἐκδίδει τὸ κεντρικὸν βιβλιοπωλεῖον μὲ εἰκόνας τοῦ Κόκκορη καὶ Σαχτούρη μὲ λαμπρὸν χαρακτηριστικὸν ἐξώφυλλον ἐκ 16 σελίδων λεπτὰ 10. Ὅλοι ἀναγνώσατε τὴν ἀληθῆ τῆς ἱστορίας τῶν ἐπισήμων ἐγγράφων. bbox=[1249, 131, 1535, 277]
funeral-1-text: θανόντα σήμερον κηδεύομεν αὔριον Σάββατον περὶ ὥραν 2 μ. μ. ἐκ τῆς οἰκίας μας κειμένης παρὰ τὴν πλατεῖαν τοῦ Θησείου (Χαροκόπειον) εἰς τὸν ναὸν τῆς ἁγίας Μαρίνης. bbox=[1249, 1475, 1535, 1565]
